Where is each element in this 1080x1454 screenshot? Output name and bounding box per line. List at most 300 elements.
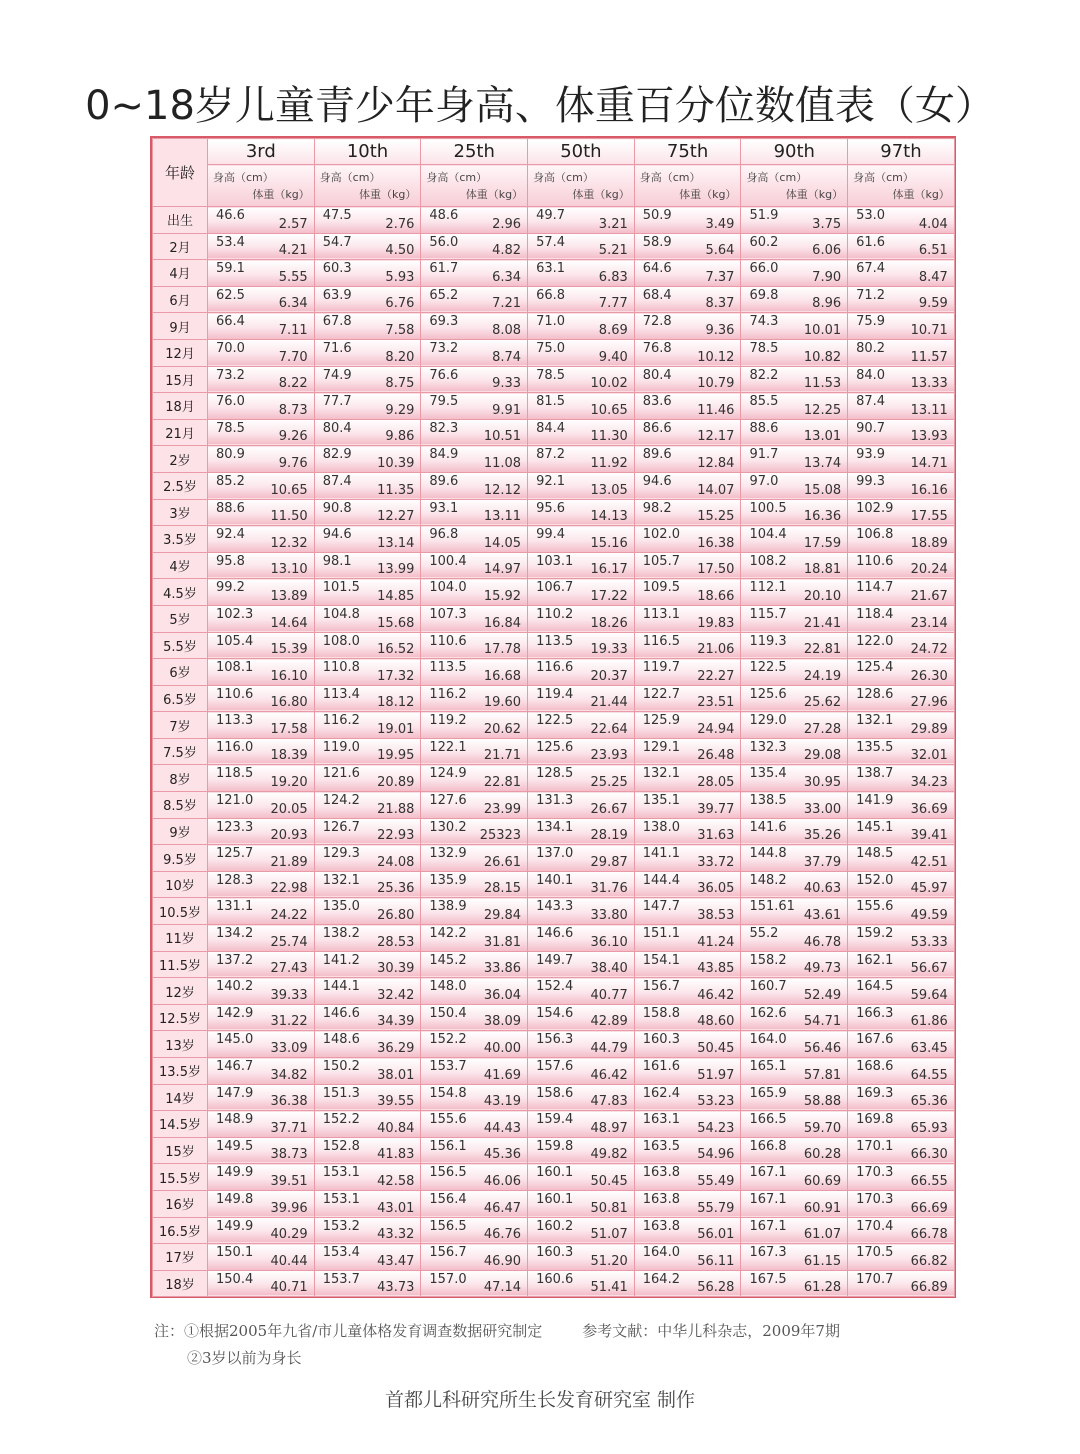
weight-value: 23.14 <box>910 615 948 631</box>
height-value: 110.2 <box>536 606 574 622</box>
value-cell <box>848 207 955 234</box>
weight-value: 24.22 <box>270 908 308 924</box>
weight-value: 42.51 <box>910 854 948 870</box>
value-cell <box>208 818 315 845</box>
height-value: 98.1 <box>322 553 352 569</box>
weight-value: 15.68 <box>377 615 415 631</box>
value-cell <box>634 1244 741 1271</box>
weight-value: 15.16 <box>590 535 628 551</box>
weight-value: 14.97 <box>483 562 522 578</box>
height-value: 55.2 <box>749 926 779 942</box>
weight-value: 56.28 <box>697 1280 735 1296</box>
weight-value: 43.47 <box>377 1253 415 1269</box>
height-value: 145.2 <box>429 952 467 968</box>
height-value: 78.5 <box>216 420 245 436</box>
weight-value: 61.86 <box>910 1014 948 1030</box>
weight-value: 46.47 <box>483 1200 522 1216</box>
weight-value: 3.21 <box>598 216 628 232</box>
height-value: 107.3 <box>429 606 467 622</box>
unit-header <box>634 165 741 207</box>
age-cell: 9.5岁 <box>153 845 208 872</box>
weight-value: 61.28 <box>803 1280 842 1296</box>
value-cell <box>208 685 315 712</box>
height-unit-label: 身高（cm） <box>746 171 808 184</box>
value-cell <box>528 792 635 819</box>
value-cell <box>848 1084 955 1111</box>
weight-value: 21.67 <box>910 588 948 604</box>
value-cell <box>848 685 955 712</box>
value-cell <box>528 366 635 393</box>
height-value: 164.0 <box>642 1245 680 1261</box>
height-value: 106.7 <box>536 580 574 596</box>
weight-value: 6.51 <box>918 243 948 259</box>
weight-value: 22.64 <box>590 721 628 737</box>
value-cell <box>421 339 528 366</box>
weight-value: 42.89 <box>590 1014 628 1030</box>
height-value: 94.6 <box>642 473 672 489</box>
height-value: 170.7 <box>856 1271 894 1287</box>
weight-value: 25323 <box>479 828 522 844</box>
height-value: 152.2 <box>322 1112 360 1128</box>
table-row <box>153 765 955 792</box>
value-cell <box>421 1058 528 1085</box>
height-value: 150.2 <box>322 1059 360 1074</box>
age-cell: 3.5岁 <box>153 526 208 553</box>
value-cell <box>741 1031 848 1058</box>
height-value: 129.3 <box>322 846 360 862</box>
weight-value: 38.73 <box>270 1147 308 1163</box>
weight-value: 23.93 <box>590 748 628 764</box>
table-row <box>153 499 955 526</box>
height-value: 50.9 <box>642 208 672 223</box>
age-cell: 10岁 <box>153 871 208 898</box>
weight-value: 16.10 <box>270 668 308 684</box>
age-cell: 15月 <box>153 366 208 393</box>
height-value: 153.1 <box>322 1165 360 1181</box>
height-value: 132.9 <box>429 846 467 862</box>
height-value: 159.4 <box>536 1112 574 1128</box>
weight-value: 41.69 <box>483 1067 522 1083</box>
weight-value: 7.37 <box>705 269 735 285</box>
height-value: 155.6 <box>429 1112 467 1128</box>
value-cell <box>421 419 528 446</box>
value-cell <box>314 1217 421 1244</box>
value-cell <box>741 339 848 366</box>
height-value: 87.2 <box>536 447 566 463</box>
weight-value: 65.36 <box>910 1094 948 1110</box>
age-cell: 16岁 <box>153 1190 208 1217</box>
table-body <box>153 207 955 1297</box>
weight-value: 41.24 <box>697 934 735 950</box>
value-cell <box>741 526 848 553</box>
height-unit-label: 身高（cm） <box>213 171 274 184</box>
height-value: 105.7 <box>642 553 680 569</box>
weight-value: 10.51 <box>483 429 522 445</box>
value-cell <box>314 845 421 872</box>
weight-value: 18.26 <box>590 615 628 631</box>
height-value: 160.1 <box>536 1191 574 1207</box>
height-value: 148.0 <box>429 979 467 995</box>
value-cell <box>208 579 315 606</box>
value-cell <box>314 978 421 1005</box>
weight-value: 10.65 <box>590 402 628 418</box>
value-cell <box>421 526 528 553</box>
value-cell <box>741 898 848 925</box>
value-cell <box>421 446 528 473</box>
weight-value: 58.88 <box>803 1094 842 1110</box>
value-cell <box>314 1111 421 1138</box>
height-value: 58.9 <box>642 234 672 250</box>
height-value: 138.5 <box>749 793 787 809</box>
value-cell <box>634 419 741 446</box>
table-row <box>153 339 955 366</box>
value-cell <box>528 499 635 526</box>
value-cell <box>634 845 741 872</box>
height-value: 76.0 <box>216 394 245 410</box>
height-value: 150.4 <box>429 1005 467 1021</box>
height-value: 116.2 <box>429 686 467 702</box>
value-cell <box>634 472 741 499</box>
weight-value: 31.63 <box>697 828 735 844</box>
height-value: 108.2 <box>749 553 787 569</box>
weight-value: 10.39 <box>377 455 415 471</box>
value-cell <box>528 871 635 898</box>
table-row <box>153 1244 955 1271</box>
height-value: 73.2 <box>429 340 459 356</box>
height-value: 138.9 <box>429 899 467 915</box>
height-value: 119.2 <box>429 713 467 729</box>
value-cell <box>528 845 635 872</box>
value-cell <box>848 605 955 632</box>
height-value: 99.3 <box>856 473 886 489</box>
weight-value: 56.46 <box>803 1041 842 1056</box>
weight-value: 8.75 <box>385 376 415 392</box>
value-cell <box>528 1217 635 1244</box>
value-cell <box>634 260 741 287</box>
weight-value: 21.41 <box>803 615 842 631</box>
height-value: 137.0 <box>536 846 574 862</box>
height-value: 87.4 <box>322 473 352 489</box>
weight-value: 29.87 <box>590 854 628 870</box>
age-cell: 4.5岁 <box>153 579 208 606</box>
weight-value: 17.78 <box>483 642 522 658</box>
weight-value: 36.38 <box>270 1094 308 1110</box>
weight-value: 56.11 <box>697 1253 735 1269</box>
value-cell <box>848 339 955 366</box>
height-value: 149.7 <box>536 952 574 968</box>
age-cell: 5岁 <box>153 605 208 632</box>
value-cell <box>741 685 848 712</box>
weight-value: 20.37 <box>590 668 628 684</box>
height-value: 97.0 <box>749 473 779 489</box>
height-value: 60.3 <box>322 261 352 277</box>
height-value: 166.3 <box>856 1005 894 1021</box>
weight-value: 30.95 <box>803 775 842 791</box>
value-cell <box>314 393 421 420</box>
age-cell: 2岁 <box>153 446 208 473</box>
weight-value: 39.51 <box>270 1173 308 1189</box>
height-value: 152.4 <box>536 979 574 995</box>
value-cell <box>528 260 635 287</box>
value-cell <box>528 339 635 366</box>
percentile-header: 97th <box>848 139 955 165</box>
value-cell <box>314 552 421 579</box>
unit-header <box>741 165 848 207</box>
weight-value: 22.81 <box>483 775 522 791</box>
percentile-header: 25th <box>421 139 528 165</box>
weight-unit-label: 体重（kg） <box>252 188 310 201</box>
value-cell <box>634 1270 741 1297</box>
value-cell <box>528 1164 635 1191</box>
table-row <box>153 1137 955 1164</box>
height-value: 149.9 <box>216 1165 254 1181</box>
value-cell <box>634 286 741 313</box>
height-value: 170.1 <box>856 1138 894 1154</box>
value-cell <box>208 552 315 579</box>
weight-value: 56.67 <box>910 961 948 977</box>
weight-value: 28.05 <box>697 775 735 791</box>
height-value: 47.5 <box>322 208 352 223</box>
height-value: 53.0 <box>856 208 886 223</box>
value-cell <box>208 898 315 925</box>
age-cell: 8.5岁 <box>153 792 208 819</box>
value-cell <box>421 925 528 952</box>
value-cell <box>528 898 635 925</box>
height-value: 54.7 <box>322 234 352 250</box>
height-value: 150.1 <box>216 1245 254 1261</box>
footer-credit: 首都儿科研究所生长发育研究室 制作 <box>384 1389 696 1411</box>
weight-value: 40.71 <box>270 1280 308 1296</box>
height-value: 100.4 <box>429 553 467 569</box>
weight-value: 33.09 <box>270 1041 308 1056</box>
weight-value: 13.10 <box>270 562 308 578</box>
weight-value: 5.93 <box>385 269 415 285</box>
weight-value: 46.90 <box>483 1253 522 1269</box>
value-cell <box>208 632 315 659</box>
weight-value: 26.30 <box>910 668 948 684</box>
height-value: 116.2 <box>322 713 360 729</box>
weight-value: 12.27 <box>377 509 415 525</box>
weight-value: 39.33 <box>270 987 308 1003</box>
height-value: 141.2 <box>322 952 360 968</box>
value-cell <box>741 446 848 473</box>
value-cell <box>528 526 635 553</box>
weight-value: 9.29 <box>385 402 415 418</box>
height-value: 121.6 <box>322 766 360 782</box>
height-value: 153.4 <box>322 1245 360 1261</box>
weight-value: 21.44 <box>590 695 628 711</box>
value-cell <box>314 579 421 606</box>
height-value: 75.0 <box>536 340 566 356</box>
height-value: 70.0 <box>216 340 245 356</box>
height-value: 140.1 <box>536 872 574 888</box>
weight-value: 9.91 <box>492 402 522 418</box>
value-cell <box>528 605 635 632</box>
weight-value: 22.81 <box>803 642 842 658</box>
height-value: 113.4 <box>322 686 360 702</box>
value-cell <box>528 1270 635 1297</box>
weight-value: 38.01 <box>377 1067 415 1083</box>
value-cell <box>314 1190 421 1217</box>
weight-value: 50.45 <box>590 1173 628 1189</box>
height-value: 153.7 <box>429 1059 467 1074</box>
weight-value: 60.91 <box>803 1200 842 1216</box>
height-value: 113.5 <box>536 633 574 649</box>
height-value: 60.2 <box>749 234 779 250</box>
value-cell <box>634 871 741 898</box>
age-cell: 12月 <box>153 339 208 366</box>
weight-value: 13.01 <box>803 429 842 445</box>
height-value: 142.9 <box>216 1005 254 1021</box>
height-value: 119.0 <box>322 739 360 755</box>
weight-value: 26.67 <box>590 801 628 817</box>
height-value: 128.6 <box>856 686 894 702</box>
weight-value: 24.19 <box>803 668 842 684</box>
weight-value: 12.32 <box>270 535 308 551</box>
value-cell <box>741 1111 848 1138</box>
height-value: 160.3 <box>536 1245 574 1261</box>
height-value: 101.5 <box>322 580 360 596</box>
value-cell <box>634 499 741 526</box>
weight-value: 14.13 <box>590 509 628 525</box>
weight-value: 60.28 <box>803 1147 842 1163</box>
value-cell <box>314 898 421 925</box>
percentile-table <box>152 138 955 1297</box>
value-cell <box>528 712 635 739</box>
value-cell <box>634 605 741 632</box>
weight-value: 5.64 <box>705 243 735 259</box>
value-cell <box>848 233 955 260</box>
weight-value: 40.44 <box>270 1253 308 1269</box>
height-value: 169.8 <box>856 1112 894 1128</box>
height-value: 65.2 <box>429 287 459 303</box>
height-value: 151.3 <box>322 1085 360 1101</box>
height-value: 86.6 <box>642 420 672 436</box>
value-cell <box>528 738 635 765</box>
height-value: 105.4 <box>216 633 254 649</box>
value-cell <box>848 1164 955 1191</box>
value-cell <box>208 446 315 473</box>
weight-value: 29.08 <box>803 748 842 764</box>
weight-value: 16.80 <box>270 695 308 711</box>
height-value: 102.3 <box>216 606 254 622</box>
height-value: 115.7 <box>749 606 787 622</box>
height-value: 78.5 <box>749 340 779 356</box>
value-cell <box>421 1164 528 1191</box>
weight-value: 19.83 <box>697 615 735 631</box>
weight-value: 31.76 <box>590 881 628 897</box>
weight-value: 33.00 <box>803 801 842 817</box>
value-cell <box>314 1164 421 1191</box>
value-cell <box>634 1004 741 1031</box>
value-cell <box>848 845 955 872</box>
height-value: 144.8 <box>749 846 787 862</box>
age-cell: 15.5岁 <box>153 1164 208 1191</box>
value-cell <box>848 1190 955 1217</box>
height-value: 170.4 <box>856 1218 894 1234</box>
height-value: 154.6 <box>536 1005 574 1021</box>
weight-value: 64.55 <box>910 1067 948 1083</box>
weight-value: 32.01 <box>910 748 948 764</box>
weight-value: 36.69 <box>910 801 948 817</box>
value-cell <box>528 313 635 340</box>
weight-value: 4.04 <box>918 216 948 232</box>
weight-value: 55.49 <box>697 1173 735 1189</box>
weight-value: 16.84 <box>483 615 522 631</box>
value-cell <box>314 1031 421 1058</box>
weight-value: 55.79 <box>697 1200 735 1216</box>
weight-value: 9.36 <box>705 322 735 338</box>
height-value: 157.6 <box>536 1059 574 1074</box>
height-value: 48.6 <box>429 208 459 223</box>
height-value: 76.6 <box>429 367 459 383</box>
weight-value: 43.19 <box>483 1094 522 1110</box>
table-row <box>153 1058 955 1085</box>
table-row <box>153 951 955 978</box>
value-cell <box>208 1137 315 1164</box>
height-value: 104.4 <box>749 527 787 543</box>
value-cell <box>528 1004 635 1031</box>
weight-value: 15.39 <box>270 642 308 658</box>
weight-value: 4.21 <box>278 243 308 259</box>
value-cell <box>528 685 635 712</box>
table-row <box>153 1217 955 1244</box>
height-value: 99.2 <box>216 580 245 596</box>
weight-value: 8.74 <box>492 349 522 365</box>
weight-value: 21.06 <box>697 642 735 658</box>
age-cell: 12岁 <box>153 978 208 1005</box>
height-value: 148.2 <box>749 872 787 888</box>
weight-value: 43.01 <box>377 1200 415 1216</box>
value-cell <box>421 1244 528 1271</box>
height-value: 156.3 <box>536 1032 574 1048</box>
weight-value: 48.60 <box>697 1014 735 1030</box>
age-cell: 14岁 <box>153 1084 208 1111</box>
value-cell <box>208 765 315 792</box>
height-unit-label: 身高（cm） <box>639 171 701 184</box>
percentile-table-frame <box>150 136 956 1298</box>
value-cell <box>421 978 528 1005</box>
height-value: 137.2 <box>216 952 254 968</box>
value-cell <box>314 260 421 287</box>
height-value: 46.6 <box>216 208 245 223</box>
height-value: 56.0 <box>429 234 459 250</box>
weight-value: 21.89 <box>270 854 308 870</box>
height-value: 143.3 <box>536 899 574 915</box>
table-row <box>153 419 955 446</box>
height-value: 163.5 <box>642 1138 680 1154</box>
table-row <box>153 526 955 553</box>
weight-value: 28.19 <box>590 828 628 844</box>
height-value: 68.4 <box>642 287 672 303</box>
height-value: 148.6 <box>322 1032 360 1048</box>
value-cell <box>741 419 848 446</box>
percentile-header: 75th <box>634 139 741 165</box>
height-value: 121.0 <box>216 793 254 809</box>
weight-value: 13.99 <box>377 562 415 578</box>
weight-value: 52.49 <box>803 987 842 1003</box>
weight-value: 51.07 <box>590 1227 628 1243</box>
weight-value: 25.36 <box>377 881 415 897</box>
age-cell: 7.5岁 <box>153 738 208 765</box>
value-cell <box>634 685 741 712</box>
weight-value: 46.76 <box>483 1227 522 1243</box>
height-value: 131.1 <box>216 899 254 915</box>
height-value: 108.1 <box>216 660 254 676</box>
value-cell <box>314 339 421 366</box>
value-cell <box>634 446 741 473</box>
height-value: 141.1 <box>642 846 680 862</box>
